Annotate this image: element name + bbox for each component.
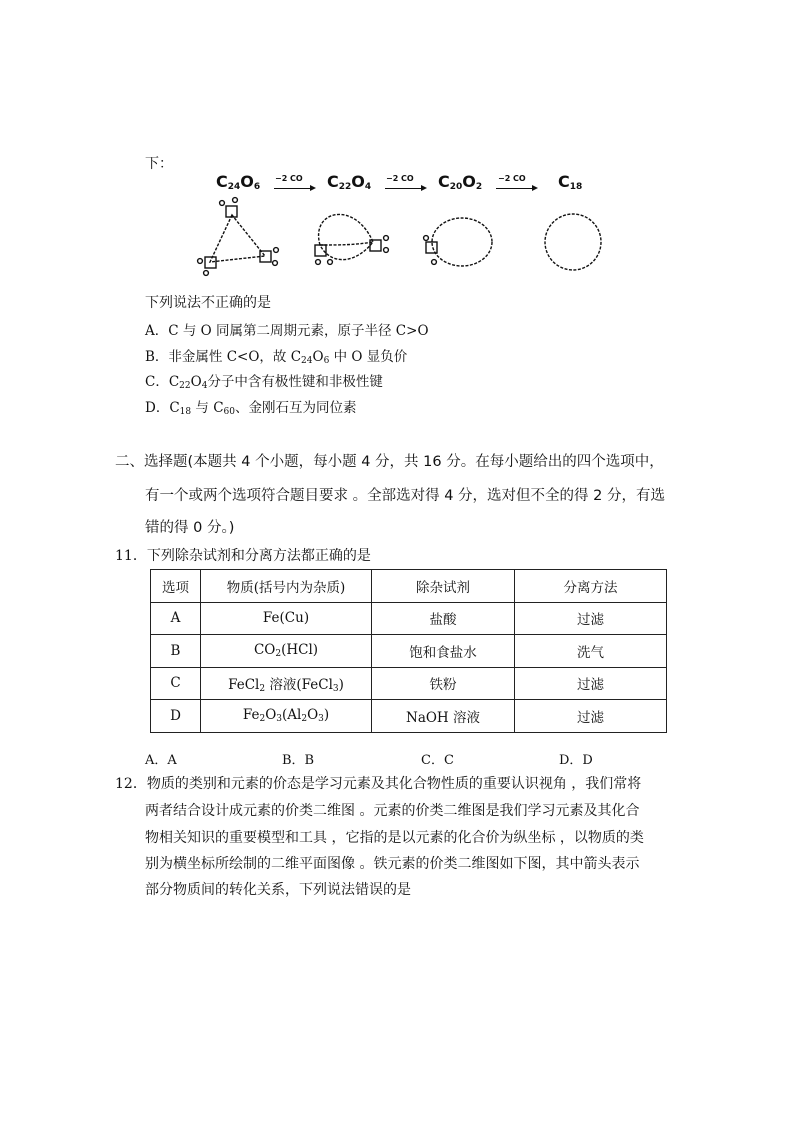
q11-choice-b: B．B	[282, 753, 315, 768]
q10-option-a: A．C 与 O 同属第二周期元素，原子半径 C>O	[145, 323, 429, 339]
cell-method: 过滤	[515, 602, 667, 635]
cell-reagent: NaOH 溶液	[372, 700, 515, 733]
formula-c22o4: $C_{22}O_4$	[327, 172, 372, 192]
header-method: 分离方法	[515, 570, 667, 603]
q11-table	[150, 569, 667, 733]
header-option: 选项	[151, 570, 201, 603]
q11-stem: 11．下列除杂试剂和分离方法都正确的是	[115, 548, 371, 564]
table-header-row	[151, 570, 667, 603]
q10-option-b: B．非金属性 C<O，故 $C_{24}O_6$ 中 O 显负价	[145, 349, 408, 366]
cell-option: D	[151, 700, 201, 733]
cell-reagent: 饱和食盐水	[372, 635, 515, 668]
formula-c24o6: $C_{24}O_6$	[216, 172, 261, 192]
table-row	[151, 700, 667, 733]
cell-substance: FeCl$_2$ 溶液(FeCl$_3$)	[201, 667, 372, 700]
arrow-label-3: −2 CO	[498, 174, 526, 183]
formula-c18: $C_{18}$	[558, 172, 583, 192]
cell-option: B	[151, 635, 201, 668]
cell-option: C	[151, 667, 201, 700]
cell-method: 洗气	[515, 635, 667, 668]
cell-substance: Fe(Cu)	[201, 602, 372, 635]
header-reagent: 除杂试剂	[372, 570, 515, 603]
table-row	[151, 667, 667, 700]
molecule-structures	[190, 170, 630, 290]
c24o6-structure	[198, 198, 279, 276]
reaction-scheme-diagram	[190, 170, 630, 290]
c20o2-structure	[424, 218, 492, 266]
q11-choice-d: D．D	[559, 753, 593, 768]
table-row	[151, 602, 667, 635]
arrow-label-1: −2 CO	[275, 174, 303, 183]
q11-choice-c: C．C	[421, 753, 454, 768]
q12-line1: 12．物质的类别和元素的价态是学习元素及其化合物性质的重要认识视角 ，我们常将	[115, 776, 642, 792]
header-substance: 物质(括号内为杂质)	[201, 570, 372, 603]
q11-choice-a: A．A	[145, 753, 177, 768]
c18-structure	[545, 214, 601, 270]
q12-line5: 部分物质间的转化关系，下列说法错误的是	[145, 882, 411, 898]
q10-option-d: D．$C_{18}$ 与 $C_{60}$、金刚石互为同位素	[145, 400, 357, 417]
table-row	[151, 635, 667, 668]
cell-method: 过滤	[515, 700, 667, 733]
q12-line4: 别为横坐标所绘制的二维平面图像 。铁元素的价类二维图如下图，其中箭头表示	[145, 856, 640, 872]
cell-substance: $Fe_2O_3(Al_2O_3)$	[201, 700, 372, 733]
q10-intro: 下：	[145, 156, 173, 172]
q10-option-c: C．$C_{22}O_4$分子中含有极性键和非极性键	[145, 374, 383, 391]
cell-option: A	[151, 602, 201, 635]
q12-line2: 两者结合设计成元素的价类二维图 。元素的价类二维图是我们学习元素及其化合	[145, 803, 640, 819]
c22o4-structure	[315, 214, 388, 264]
cell-method: 过滤	[515, 667, 667, 700]
q10-stem: 下列说法不正确的是	[145, 295, 271, 311]
cell-substance: $CO_2(HCl)$	[201, 635, 372, 668]
formula-c20o2: $C_{20}O_2$	[438, 172, 483, 192]
section2-line3: 错的得 0 分。)	[145, 520, 235, 536]
cell-reagent: 盐酸	[372, 602, 515, 635]
arrow-label-2: −2 CO	[386, 174, 414, 183]
cell-reagent: 铁粉	[372, 667, 515, 700]
section2-line2: 有一个或两个选项符合题目要求 。全部选对得 4 分，选对但不全的得 2 分，有选	[145, 488, 665, 504]
q12-line3: 物相关知识的重要模型和工具 ，它指的是以元素的化合价为纵坐标 ，以物质的类	[145, 830, 644, 846]
section2-line1: 二、选择题(本题共 4 个小题，每小题 4 分，共 16 分。在每小题给出的四个选项中，	[115, 454, 664, 470]
